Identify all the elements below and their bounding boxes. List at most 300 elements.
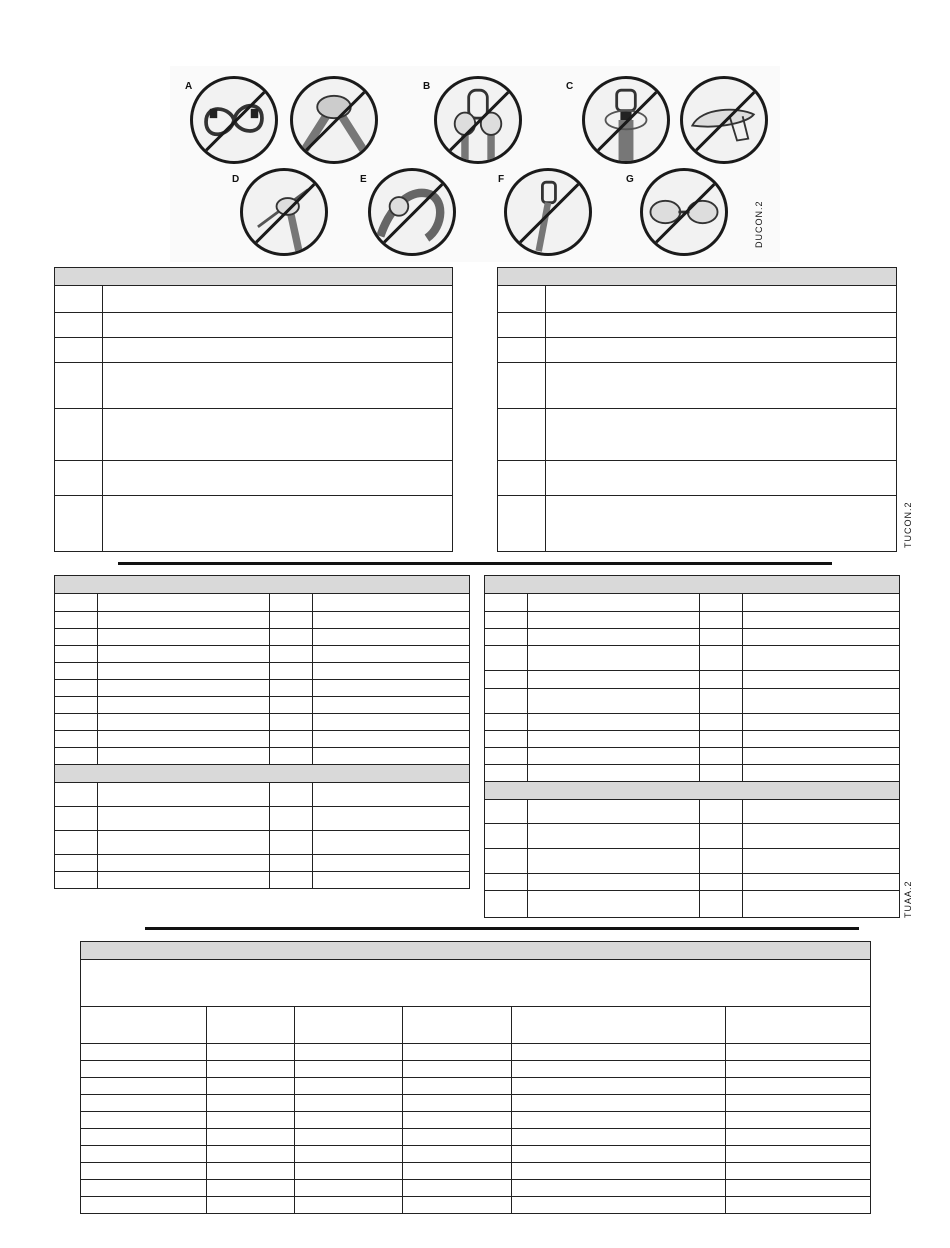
- table-cell: [98, 629, 270, 646]
- table-row: [55, 680, 470, 697]
- table-cell: [498, 313, 546, 338]
- table-cell: [498, 461, 546, 496]
- table-cell: [55, 363, 103, 409]
- table-cell: [485, 629, 528, 646]
- table-header: [55, 268, 453, 286]
- figure-letter-e: E: [360, 174, 367, 185]
- table-cell: [403, 1197, 512, 1214]
- table-cell: [103, 338, 453, 363]
- section-divider: [145, 927, 859, 930]
- table-row: [81, 1044, 871, 1061]
- table-cell: [546, 409, 897, 461]
- table-cell: [207, 1078, 295, 1095]
- table-row: [55, 363, 453, 409]
- table-cell: [98, 663, 270, 680]
- table-cell: [81, 1180, 207, 1197]
- table-cell: [743, 849, 900, 874]
- table-cell: [81, 1197, 207, 1214]
- table-cell: [485, 671, 528, 689]
- table-row: [81, 1129, 871, 1146]
- table-cell: [207, 1007, 295, 1044]
- table-cell: [726, 1007, 871, 1044]
- table-row: [81, 1078, 871, 1095]
- table-row: [55, 731, 470, 748]
- table-cell: [743, 689, 900, 714]
- table-header: [55, 576, 470, 594]
- table-cell: [103, 496, 453, 552]
- table-cell: [98, 807, 270, 831]
- table-cell: [55, 286, 103, 313]
- figure-c-hook-icon: [680, 76, 768, 164]
- table-cell: [700, 765, 743, 782]
- table-cell: [55, 807, 98, 831]
- table-row: [498, 409, 897, 461]
- table-cell: [528, 800, 700, 824]
- table-cell: [103, 363, 453, 409]
- table-row: [81, 1180, 871, 1197]
- table-cell: [313, 748, 470, 765]
- table-cell: [55, 338, 103, 363]
- table-cell: [498, 409, 546, 461]
- table-cell: [55, 313, 103, 338]
- table-cell: [313, 629, 470, 646]
- table-cell: [485, 612, 528, 629]
- table-row: [81, 1095, 871, 1112]
- table-row: [55, 461, 453, 496]
- table-row: [55, 496, 453, 552]
- incorrect-use-illustrations: [170, 66, 780, 262]
- figure-letter-c: C: [566, 81, 574, 92]
- table-cell: [743, 629, 900, 646]
- table-cell: [313, 807, 470, 831]
- table-row: [55, 594, 470, 612]
- table-cell: [270, 663, 313, 680]
- figure-letter-g: G: [626, 174, 634, 185]
- table-cell: [313, 612, 470, 629]
- table-cell: [743, 594, 900, 612]
- table-cell: [528, 646, 700, 671]
- table-row: [498, 496, 897, 552]
- table-cell: [528, 714, 700, 731]
- table-cell: [55, 594, 98, 612]
- table-cell: [403, 1180, 512, 1197]
- table-cell: [512, 1112, 726, 1129]
- table-cell: [55, 629, 98, 646]
- table-row: [55, 663, 470, 680]
- table-cell: [207, 1163, 295, 1180]
- table-cell: [528, 629, 700, 646]
- table-cell: [295, 1112, 403, 1129]
- table-cell: [485, 765, 528, 782]
- table-cell: [98, 831, 270, 855]
- table-cell: [295, 1146, 403, 1163]
- table-row: [498, 313, 897, 338]
- table-cell: [546, 286, 897, 313]
- table-cell: [55, 461, 103, 496]
- parts-table-left: [54, 575, 470, 889]
- table-cell: [98, 855, 270, 872]
- figure-f-connector-icon: [504, 168, 592, 256]
- table-cell: [270, 697, 313, 714]
- section1-code: TUCON.2: [903, 501, 913, 548]
- table-row: [498, 268, 897, 286]
- table-cell: [98, 594, 270, 612]
- table-cell: [98, 872, 270, 889]
- record-intro-cell: [81, 960, 871, 1007]
- inspection-record-table: [80, 941, 871, 1214]
- table-cell: [512, 1044, 726, 1061]
- table-cell: [98, 783, 270, 807]
- table-cell: [55, 714, 98, 731]
- table-cell: [295, 1197, 403, 1214]
- table-cell: [700, 689, 743, 714]
- table-cell: [207, 1129, 295, 1146]
- figure-code: DUCON.2: [754, 200, 764, 248]
- table-cell: [512, 1095, 726, 1112]
- table-cell: [207, 1095, 295, 1112]
- table-cell: [270, 612, 313, 629]
- table-row: [498, 363, 897, 409]
- figure-a-knot-icon: [290, 76, 378, 164]
- table-cell: [743, 714, 900, 731]
- table-row: [81, 1061, 871, 1078]
- table-cell: [270, 872, 313, 889]
- table-cell: [528, 594, 700, 612]
- table-cell: [270, 731, 313, 748]
- table-cell: [81, 1129, 207, 1146]
- figure-g-double-hook-icon: [640, 168, 728, 256]
- table-cell: [743, 731, 900, 748]
- table-cell: [403, 1095, 512, 1112]
- table-header: [81, 942, 871, 960]
- table-cell: [498, 496, 546, 552]
- table-row: [485, 849, 900, 874]
- table-cell: [270, 629, 313, 646]
- table-cell: [207, 1197, 295, 1214]
- table-row: [485, 646, 900, 671]
- table-cell: [726, 1061, 871, 1078]
- table-row: [498, 461, 897, 496]
- table-cell: [485, 891, 528, 918]
- table-row: [55, 646, 470, 663]
- table-cell: [55, 731, 98, 748]
- table-row: [485, 731, 900, 748]
- table-cell: [485, 731, 528, 748]
- table-cell: [528, 671, 700, 689]
- table-row: [485, 765, 900, 782]
- table-cell: [485, 714, 528, 731]
- table-cell: [743, 891, 900, 918]
- table-cell: [512, 1146, 726, 1163]
- table-cell: [403, 1044, 512, 1061]
- table-row: [485, 689, 900, 714]
- figure-letter-b: B: [423, 81, 431, 92]
- table-cell: [403, 1061, 512, 1078]
- table-cell: [207, 1061, 295, 1078]
- table-cell: [313, 872, 470, 889]
- table-row: [55, 697, 470, 714]
- table-cell: [485, 800, 528, 824]
- table-cell: [700, 824, 743, 849]
- table-cell: [403, 1129, 512, 1146]
- table-cell: [485, 689, 528, 714]
- table-row: [55, 268, 453, 286]
- table-cell: [546, 313, 897, 338]
- table-row: [485, 594, 900, 612]
- table-cell: [313, 783, 470, 807]
- table-cell: [313, 697, 470, 714]
- table-cell: [81, 1007, 207, 1044]
- table-row: [485, 671, 900, 689]
- table-cell: [295, 1163, 403, 1180]
- table-cell: [55, 680, 98, 697]
- table-cell: [295, 1007, 403, 1044]
- table-cell: [528, 874, 700, 891]
- inspection-table-left: [54, 267, 453, 552]
- table-cell: [98, 714, 270, 731]
- table-cell: [528, 612, 700, 629]
- table-cell: [295, 1180, 403, 1197]
- table-cell: [313, 714, 470, 731]
- table-cell: [81, 1044, 207, 1061]
- table-cell: [81, 1095, 207, 1112]
- table-cell: [270, 855, 313, 872]
- table-row: [55, 338, 453, 363]
- table-cell: [270, 594, 313, 612]
- table-cell: [270, 680, 313, 697]
- table-cell: [55, 855, 98, 872]
- figure-letter-f: F: [498, 174, 505, 185]
- table-cell: [528, 689, 700, 714]
- table-row: [55, 855, 470, 872]
- table-cell: [485, 646, 528, 671]
- table-row: [55, 576, 470, 594]
- table-cell: [313, 731, 470, 748]
- table-cell: [726, 1112, 871, 1129]
- table-row: [81, 942, 871, 960]
- table-cell: [700, 646, 743, 671]
- table-row: [498, 338, 897, 363]
- table-cell: [512, 1163, 726, 1180]
- table-cell: [81, 1163, 207, 1180]
- table-row: [55, 409, 453, 461]
- table-cell: [403, 1163, 512, 1180]
- table-cell: [528, 731, 700, 748]
- table-cell: [485, 748, 528, 765]
- table-cell: [270, 831, 313, 855]
- table-cell: [81, 1146, 207, 1163]
- table-cell: [55, 872, 98, 889]
- table-row: [485, 748, 900, 765]
- table-cell: [55, 663, 98, 680]
- table-row: [55, 612, 470, 629]
- table-cell: [295, 1095, 403, 1112]
- table-header: [498, 268, 897, 286]
- table-cell: [81, 1078, 207, 1095]
- table-cell: [98, 646, 270, 663]
- table-cell: [55, 697, 98, 714]
- table-cell: [528, 891, 700, 918]
- table-cell: [403, 1007, 512, 1044]
- table-cell: [743, 646, 900, 671]
- table-row: [55, 286, 453, 313]
- table-cell: [743, 765, 900, 782]
- table-cell: [55, 783, 98, 807]
- table-row: [55, 765, 470, 783]
- table-cell: [528, 824, 700, 849]
- figure-c-buckle-icon: [582, 76, 670, 164]
- table-cell: [295, 1061, 403, 1078]
- table-cell: [207, 1180, 295, 1197]
- table-cell: [743, 874, 900, 891]
- figure-letter-d: D: [232, 174, 240, 185]
- table-header: [485, 782, 900, 800]
- table-cell: [81, 1061, 207, 1078]
- table-cell: [403, 1112, 512, 1129]
- table-row: [55, 872, 470, 889]
- table-cell: [103, 286, 453, 313]
- table-cell: [270, 783, 313, 807]
- table-cell: [98, 697, 270, 714]
- table-cell: [270, 748, 313, 765]
- table-cell: [726, 1146, 871, 1163]
- table-cell: [700, 891, 743, 918]
- table-cell: [295, 1129, 403, 1146]
- section2-code: TUAA.2: [903, 880, 913, 918]
- table-cell: [512, 1061, 726, 1078]
- table-row: [81, 960, 871, 1007]
- table-cell: [55, 496, 103, 552]
- table-cell: [512, 1129, 726, 1146]
- table-cell: [726, 1044, 871, 1061]
- table-cell: [313, 663, 470, 680]
- table-cell: [55, 409, 103, 461]
- table-cell: [485, 849, 528, 874]
- table-cell: [295, 1078, 403, 1095]
- figure-b-hands-icon: [434, 76, 522, 164]
- table-cell: [743, 800, 900, 824]
- table-cell: [103, 461, 453, 496]
- table-cell: [512, 1197, 726, 1214]
- parts-table-right: [484, 575, 900, 918]
- table-cell: [270, 646, 313, 663]
- table-row: [55, 313, 453, 338]
- table-cell: [726, 1197, 871, 1214]
- table-row: [485, 629, 900, 646]
- table-cell: [207, 1112, 295, 1129]
- table-cell: [512, 1078, 726, 1095]
- table-row: [485, 576, 900, 594]
- table-row: [55, 714, 470, 731]
- table-cell: [700, 629, 743, 646]
- table-cell: [98, 748, 270, 765]
- table-cell: [498, 338, 546, 363]
- table-row: [55, 807, 470, 831]
- table-cell: [313, 855, 470, 872]
- table-row: [498, 286, 897, 313]
- figure-a-carabiner-crossloaded-icon: [190, 76, 278, 164]
- table-cell: [546, 363, 897, 409]
- table-cell: [528, 849, 700, 874]
- figure-letter-a: A: [185, 81, 193, 92]
- table-row: [55, 748, 470, 765]
- table-header: [55, 765, 470, 783]
- table-cell: [485, 824, 528, 849]
- table-row: [81, 1197, 871, 1214]
- table-cell: [512, 1180, 726, 1197]
- table-cell: [55, 748, 98, 765]
- table-cell: [546, 338, 897, 363]
- table-row: [485, 714, 900, 731]
- table-cell: [700, 800, 743, 824]
- table-cell: [55, 612, 98, 629]
- table-cell: [700, 849, 743, 874]
- table-row: [485, 782, 900, 800]
- table-cell: [700, 714, 743, 731]
- table-cell: [726, 1078, 871, 1095]
- table-cell: [207, 1044, 295, 1061]
- figure-e-loop-icon: [368, 168, 456, 256]
- table-cell: [295, 1044, 403, 1061]
- table-cell: [700, 874, 743, 891]
- table-cell: [98, 612, 270, 629]
- table-cell: [403, 1146, 512, 1163]
- table-cell: [55, 831, 98, 855]
- table-row: [485, 874, 900, 891]
- table-row: [55, 783, 470, 807]
- table-row: [81, 1007, 871, 1044]
- table-cell: [743, 748, 900, 765]
- figure-d-rope-edge-icon: [240, 168, 328, 256]
- table-cell: [700, 671, 743, 689]
- table-cell: [726, 1180, 871, 1197]
- table-row: [485, 891, 900, 918]
- table-cell: [546, 461, 897, 496]
- table-cell: [207, 1146, 295, 1163]
- table-cell: [700, 594, 743, 612]
- table-row: [485, 612, 900, 629]
- table-cell: [313, 646, 470, 663]
- table-cell: [498, 286, 546, 313]
- table-cell: [270, 714, 313, 731]
- table-cell: [743, 612, 900, 629]
- table-cell: [512, 1007, 726, 1044]
- table-cell: [98, 731, 270, 748]
- table-row: [485, 800, 900, 824]
- table-row: [55, 629, 470, 646]
- table-cell: [103, 409, 453, 461]
- table-cell: [98, 680, 270, 697]
- table-cell: [403, 1078, 512, 1095]
- table-cell: [270, 807, 313, 831]
- table-cell: [313, 594, 470, 612]
- table-row: [81, 1163, 871, 1180]
- table-cell: [700, 731, 743, 748]
- table-cell: [743, 824, 900, 849]
- section-divider: [118, 562, 832, 565]
- table-cell: [498, 363, 546, 409]
- table-cell: [313, 680, 470, 697]
- table-cell: [485, 874, 528, 891]
- table-cell: [528, 765, 700, 782]
- table-cell: [81, 1112, 207, 1129]
- table-cell: [55, 646, 98, 663]
- table-cell: [700, 612, 743, 629]
- table-cell: [546, 496, 897, 552]
- table-cell: [726, 1095, 871, 1112]
- table-cell: [528, 748, 700, 765]
- table-row: [55, 831, 470, 855]
